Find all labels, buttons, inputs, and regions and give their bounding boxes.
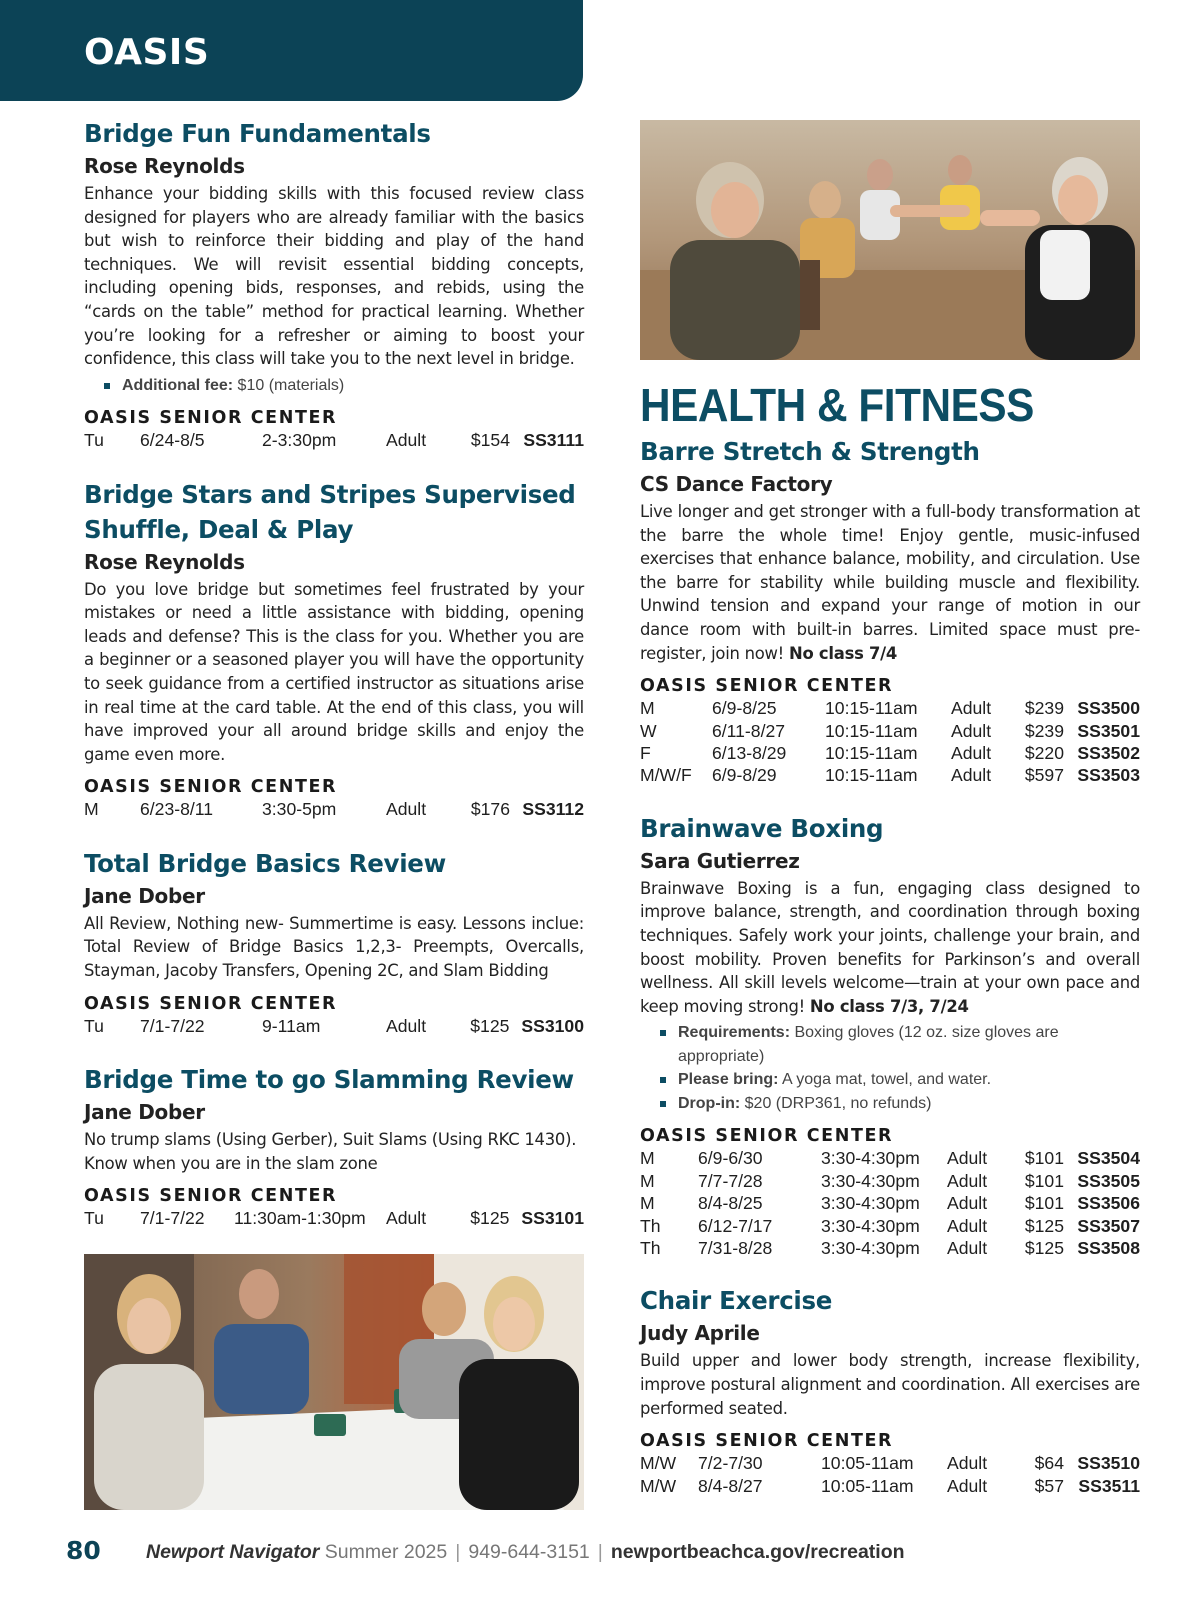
phone-number: 949-644-3151 xyxy=(468,1541,590,1563)
schedule-row: M 8/4-8/25 3:30-4:30pm Adult $101 SS3506 xyxy=(640,1193,1140,1214)
bridge-players-photo xyxy=(84,1254,584,1510)
class-description: Build upper and lower body strength, increase flexibility, improve postural alignment and coordination. All exercises are performed seated. xyxy=(640,1351,1140,1418)
schedule-row: M 6/9-8/25 10:15-11am Adult $239 SS3500 xyxy=(640,698,1140,719)
class-title: Bridge Fun Fundamentals xyxy=(84,119,431,148)
class-code: SS3511 xyxy=(1078,1475,1140,1496)
header-bar xyxy=(0,0,583,101)
class-code: SS3505 xyxy=(1077,1170,1140,1191)
class-code: SS3504 xyxy=(1077,1148,1140,1169)
class-brainwave-boxing xyxy=(640,811,1140,1260)
class-code: SS3502 xyxy=(1077,742,1140,763)
class-description: No trump slams (Using Gerber), Suit Slams (Using RKC 1430). Know when you are in the slam zone xyxy=(84,1130,577,1173)
class-code: SS3112 xyxy=(522,799,584,820)
class-location: OASIS SENIOR CENTER xyxy=(84,408,338,429)
schedule-row: Th 6/12-7/17 3:30-4:30pm Adult $125 SS3507 xyxy=(640,1215,1140,1236)
class-title: Bridge Time to go Slamming Review xyxy=(84,1065,574,1094)
class-instructor: Judy Aprile xyxy=(640,1321,760,1346)
class-code: SS3111 xyxy=(523,430,584,451)
class-code: SS3503 xyxy=(1077,765,1140,786)
class-code: SS3510 xyxy=(1077,1453,1140,1474)
class-code: SS3507 xyxy=(1077,1215,1140,1236)
class-bridge-fun-fundamentals xyxy=(84,116,584,452)
class-location: OASIS SENIOR CENTER xyxy=(640,1126,894,1147)
class-code: SS3506 xyxy=(1077,1193,1140,1214)
class-bridge-time-to-go-slamming xyxy=(84,1062,584,1230)
schedule-table xyxy=(84,429,584,451)
schedule-row: Tu 7/1-7/22 11:30am-1:30pm Adult $125 SS3101 xyxy=(84,1208,584,1229)
class-notes xyxy=(84,374,584,398)
class-instructor: Rose Reynolds xyxy=(84,549,245,574)
class-instructor: CS Dance Factory xyxy=(640,472,833,496)
class-total-bridge-basics-review xyxy=(84,846,584,1037)
footer-info: Newport Navigator Summer 2025 | 949-644-3151 | newportbeachca.gov/recreation xyxy=(146,1541,905,1563)
class-location: OASIS SENIOR CENTER xyxy=(84,777,338,798)
class-notes xyxy=(640,1021,1140,1115)
schedule-row: M 7/7-7/28 3:30-4:30pm Adult $101 SS3505 xyxy=(640,1170,1140,1191)
class-description: Enhance your bidding skills with this focused review class designed for players who are already familiar with the basics but wish to reinforce their bidding and play of the hand techniques. We will revisit essential bidding concepts, including opening bids, responses, and rebids, using the “cards on the table” method for practical learning. Whether you’re looking for a refresher or aiming to boost your confidence, this class will take you to the next level in bridge. xyxy=(84,184,584,369)
class-title: Barre Stretch & Strength xyxy=(640,437,980,466)
class-code: SS3100 xyxy=(521,1015,584,1036)
schedule-row: M/W/F 6/9-8/29 10:15-11am Adult $597 SS3503 xyxy=(640,765,1140,786)
health-fitness-heading: HEALTH & FITNESS xyxy=(640,379,1034,431)
class-title: Chair Exercise xyxy=(640,1286,833,1316)
class-bridge-stars-and-stripes xyxy=(84,477,584,821)
class-location: OASIS SENIOR CENTER xyxy=(640,1431,894,1452)
class-code: SS3101 xyxy=(521,1208,584,1229)
class-location: OASIS SENIOR CENTER xyxy=(84,993,338,1014)
schedule-row: Tu 6/24-8/5 2-3:30pm Adult $154 SS3111 xyxy=(84,430,584,451)
class-description: Brainwave Boxing is a fun, engaging class designed to improve balance, strength, and coordination through boxing techniques. Safely work your joints, challenge your brain, and boost mobility. Proven benefits for Parkinson’s and overall wellness. All skill levels welcome—train at your own pace and keep moving strong! No class 7/3, 7/24 xyxy=(640,878,1140,1016)
class-title: Total Bridge Basics Review xyxy=(84,848,446,878)
class-note: No class 7/4 xyxy=(788,643,898,663)
class-title: Brainwave Boxing xyxy=(640,813,884,843)
left-column xyxy=(84,116,584,1510)
schedule-row: F 6/13-8/29 10:15-11am Adult $220 SS3502 xyxy=(640,742,1140,763)
publication-season: Summer 2025 xyxy=(319,1541,448,1563)
schedule-table xyxy=(640,697,1140,787)
right-column xyxy=(640,120,1140,1497)
class-barre-stretch-strength xyxy=(640,434,1140,787)
note-item: Drop-in: $20 (DRP361, no refunds) xyxy=(640,1092,1140,1116)
page-number: 80 xyxy=(66,1536,101,1565)
class-location: OASIS SENIOR CENTER xyxy=(640,676,894,697)
class-code: SS3500 xyxy=(1077,698,1140,719)
class-description: Do you love bridge but sometimes feel frustrated by your mistakes or need a little assistance with bidding, opening leads and defense? This is the class for you. Whether you are a beginner or a seasoned player you will have the opportunity to seek guidance from a certified instructor as situations arise in real time at the card table. At the end of this class, you will have improved your all around bridge skills and enjoy the game even more. xyxy=(84,579,584,764)
schedule-table xyxy=(84,1015,584,1037)
class-title: Bridge Stars and Stripes Supervised Shuffle, Deal & Play xyxy=(84,479,576,544)
schedule-table xyxy=(84,798,584,820)
class-note: No class 7/3, 7/24 xyxy=(809,996,969,1016)
class-code: SS3508 xyxy=(1077,1237,1140,1258)
schedule-row: M/W 7/2-7/30 10:05-11am Adult $64 SS3510 xyxy=(640,1453,1140,1474)
schedule-row: M 6/23-8/11 3:30-5pm Adult $176 SS3112 xyxy=(84,799,584,820)
schedule-row: Tu 7/1-7/22 9-11am Adult $125 SS3100 xyxy=(84,1015,584,1036)
page-footer xyxy=(66,1536,1166,1576)
class-instructor: Jane Dober xyxy=(84,1100,205,1124)
schedule-row: Th 7/31-8/28 3:30-4:30pm Adult $125 SS3508 xyxy=(640,1237,1140,1258)
fitness-class-photo xyxy=(640,120,1140,360)
schedule-row: M 6/9-6/30 3:30-4:30pm Adult $101 SS3504 xyxy=(640,1148,1140,1169)
class-description: All Review, Nothing new- Summertime is easy. Lessons inclue: Total Review of Bridge Basics 1,2,3- Preempts, Overcalls, Stayman, Jacoby Transfers, Opening 2C, and Slam Bidding xyxy=(84,913,584,980)
class-instructor: Sara Gutierrez xyxy=(640,848,800,873)
class-instructor: Rose Reynolds xyxy=(84,154,245,178)
note-item: Additional fee: $10 (materials) xyxy=(84,374,584,398)
class-code: SS3501 xyxy=(1077,720,1140,741)
class-chair-exercise xyxy=(640,1283,1140,1497)
publication-name: Newport Navigator xyxy=(146,1541,320,1563)
note-item: Please bring: A yoga mat, towel, and water. xyxy=(640,1068,1140,1092)
class-description: Live longer and get stronger with a full-body transformation at the barre the whole time! Enjoy gentle, music-infused exercises that enhance balance, mobility, and circulation. Use the barre for stability while building muscle and flexibility. Unwind tension and expand your range of motion in our dance room with built-in barres. Limited space must pre-register, join now! No class 7/4 xyxy=(640,502,1140,663)
page-section-title: OASIS xyxy=(84,32,210,73)
note-item: Requirements: Boxing gloves (12 oz. size gloves are appropriate) xyxy=(640,1021,1140,1068)
schedule-table xyxy=(84,1207,584,1229)
schedule-table xyxy=(640,1452,1140,1497)
schedule-table xyxy=(640,1147,1140,1259)
class-location: OASIS SENIOR CENTER xyxy=(84,1186,338,1207)
website-link[interactable]: newportbeachca.gov/recreation xyxy=(610,1541,905,1563)
schedule-row: W 6/11-8/27 10:15-11am Adult $239 SS3501 xyxy=(640,720,1140,741)
class-instructor: Jane Dober xyxy=(84,883,205,908)
schedule-row: M/W 8/4-8/27 10:05-11am Adult $57 SS3511 xyxy=(640,1475,1140,1496)
